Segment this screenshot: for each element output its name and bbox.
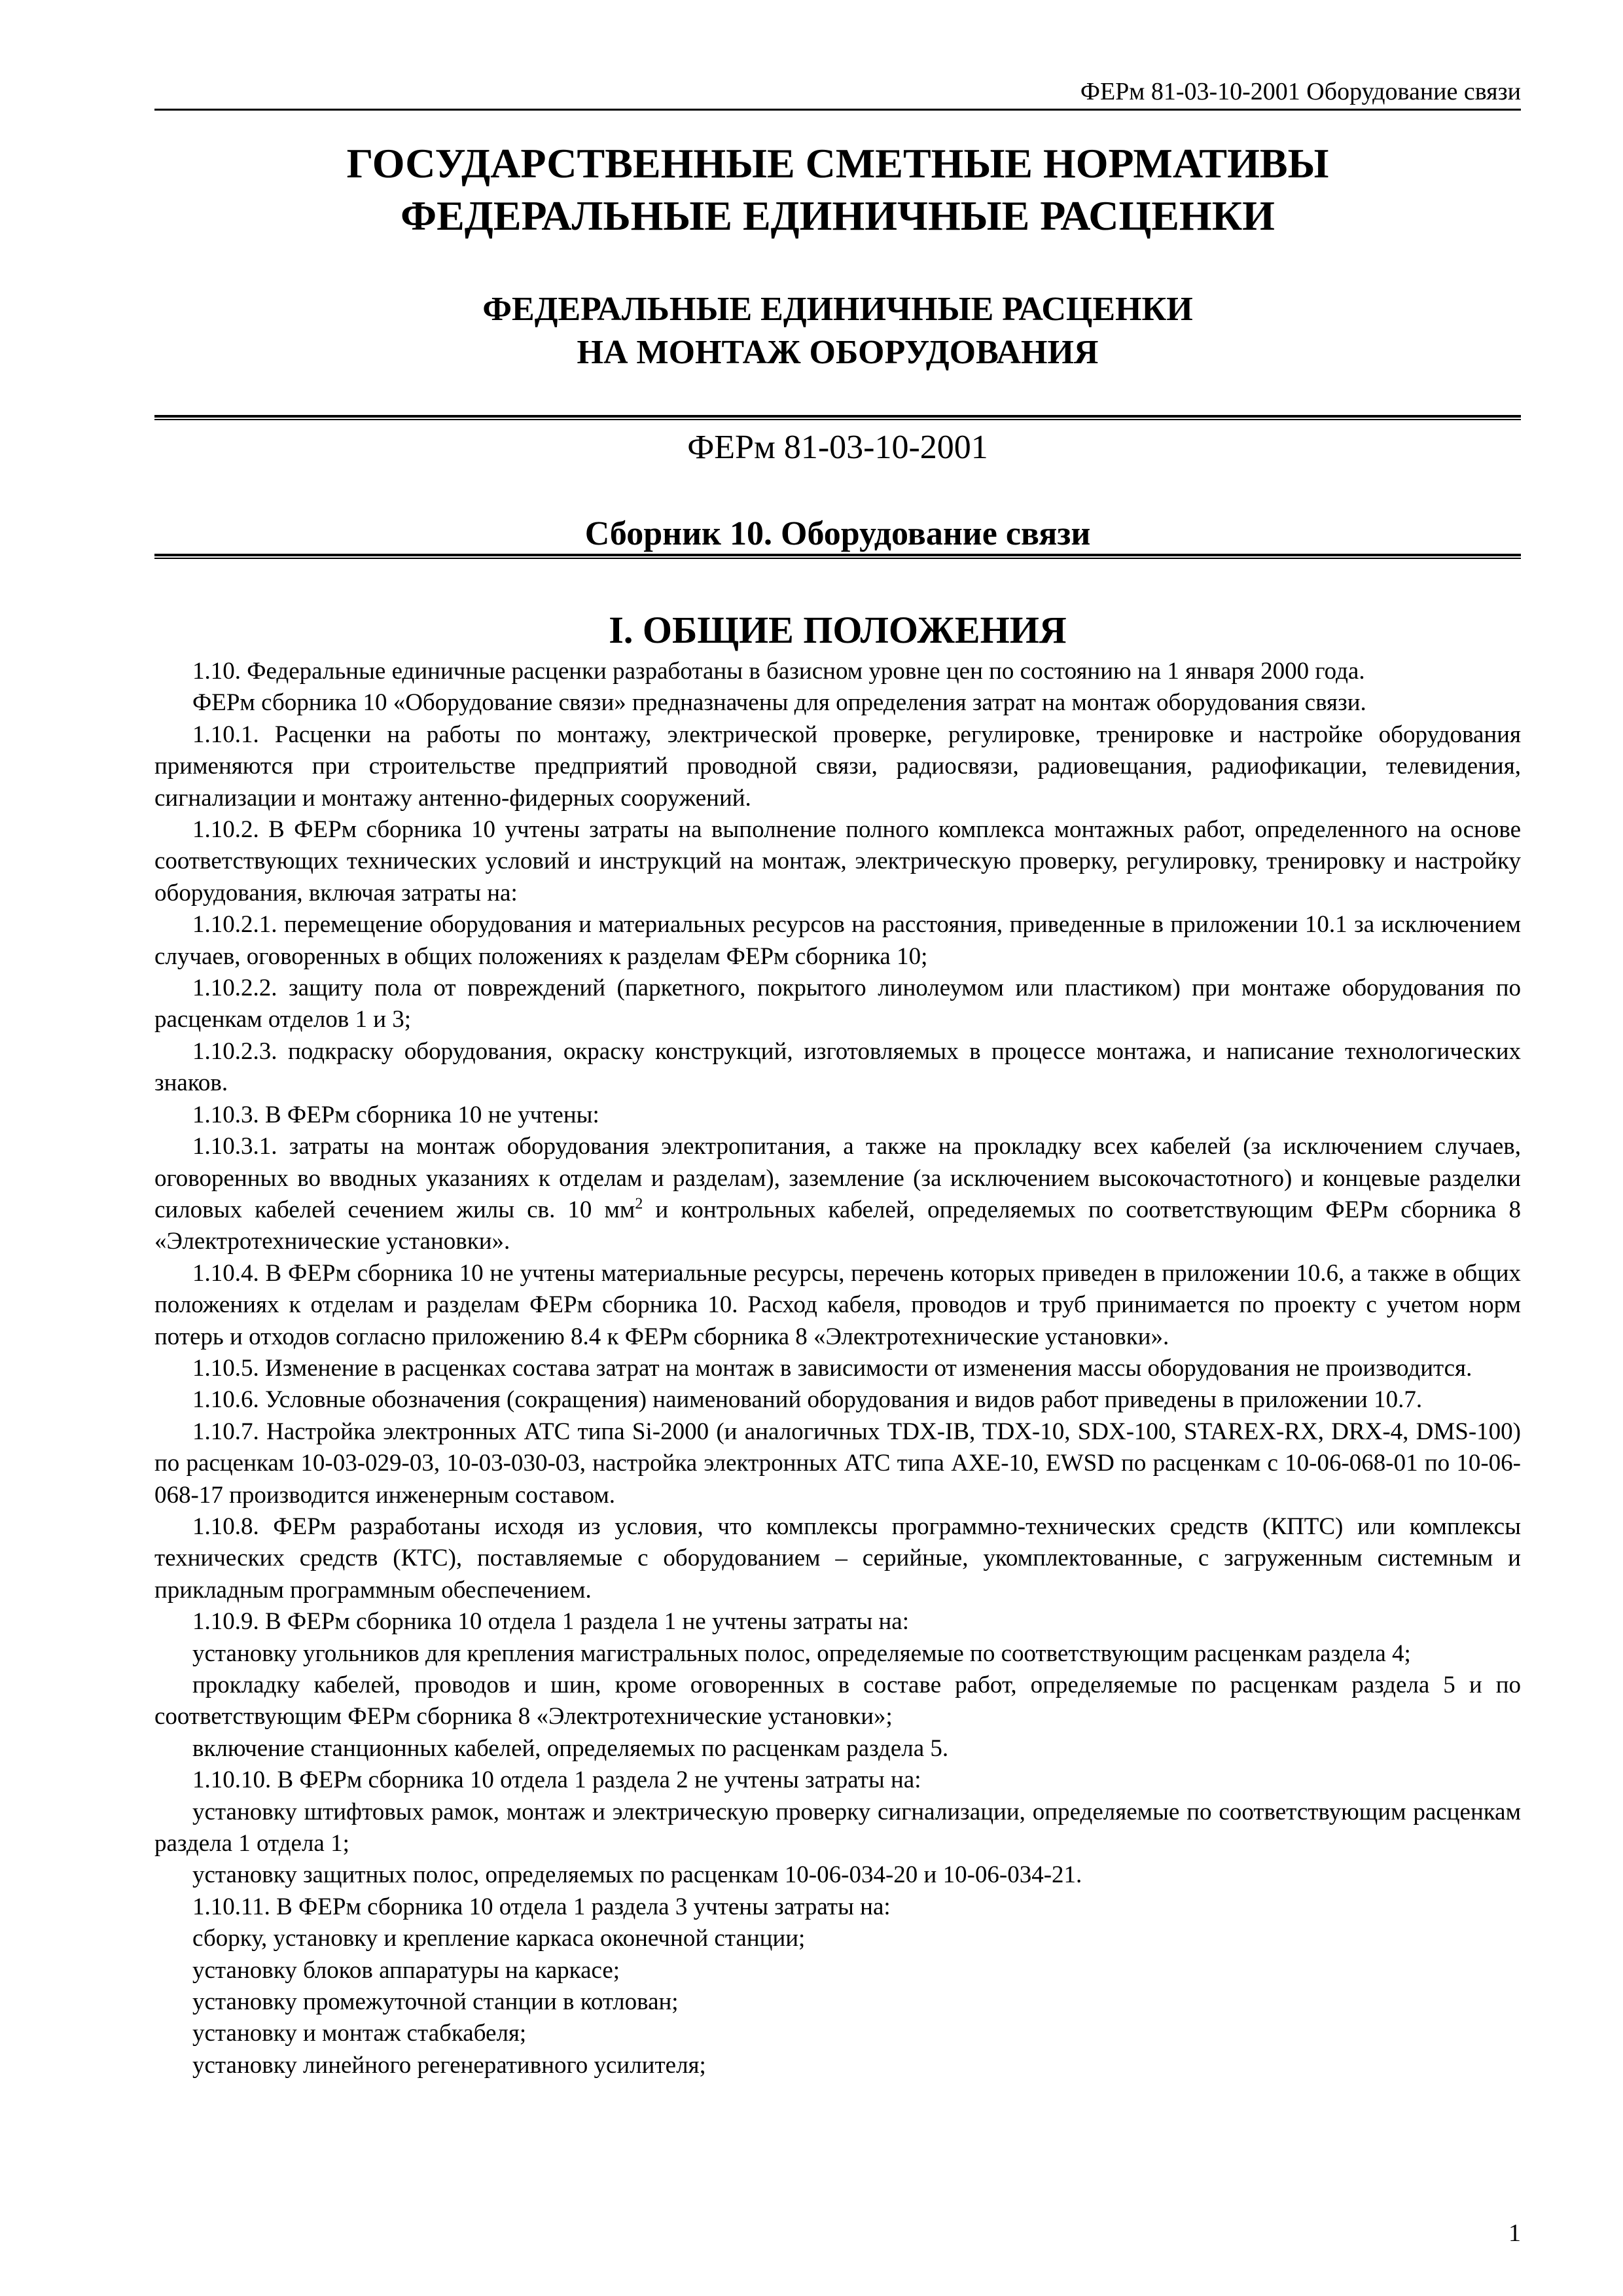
- paragraph: 1.10. Федеральные единичные расценки разработаны в базисном уровне цен по состоянию на 1 января 2000 года.: [192, 658, 1365, 685]
- paragraph: установку блоков аппаратуры на каркасе;: [192, 1956, 620, 1984]
- paragraph: 1.10.2.3. подкраску оборудования, окраску конструкций, изготовляемых в процессе монтажа, и написание технологических знаков.: [154, 1037, 1521, 1097]
- double-rule-top: [154, 415, 1521, 420]
- sub-title-line-1: ФЕДЕРАЛЬНЫЕ ЕДИНИЧНЫЕ РАСЦЕНКИ: [482, 291, 1193, 328]
- sub-title: [154, 288, 1521, 374]
- body-text: [154, 656, 1521, 2081]
- paragraph: установку штифтовых рамок, монтаж и электрическую проверку сигнализации, определяемые по соответствующим расценкам раздела 1 отдела 1;: [154, 1798, 1521, 1857]
- paragraph-text: и контрольных кабелей, определяемых по соответствующим ФЕРм сборника 8 «Электротехнические установки».: [154, 1196, 1521, 1255]
- paragraph-text: 1.10.3.1. затраты на монтаж оборудования электропитания, а также на прокладку всех кабелей (за исключением случаев, оговоренных во вводных указаниях к отделам и разделам), заземление (за исключением высокочастотного) и концевые разделки силовых кабелей сечением жилы св. 10 мм: [154, 1133, 1521, 1223]
- paragraph: установку промежуточной станции в котлован;: [192, 1988, 679, 2016]
- paragraph: 1.10.5. Изменение в расценках состава затрат на монтаж в зависимости от изменения массы оборудования не производится.: [192, 1354, 1472, 1382]
- sub-title-line-2: НА МОНТАЖ ОБОРУДОВАНИЯ: [577, 334, 1099, 371]
- paragraph: 1.10.10. В ФЕРм сборника 10 отдела 1 раздела 2 не учтены затраты на:: [192, 1767, 921, 1794]
- paragraph: прокладку кабелей, проводов и шин, кроме оговоренных в составе работ, определяемые по расценкам раздела 5 и по соответствующим ФЕРм сборника 8 «Электротехнические установки»;: [154, 1672, 1521, 1731]
- paragraph: 1.10.2.2. защиту пола от повреждений (паркетного, покрытого линолеумом или пластиком) при монтаже оборудования по расценкам отделов 1 и 3;: [154, 975, 1521, 1033]
- section-heading: I. ОБЩИЕ ПОЛОЖЕНИЯ: [609, 609, 1067, 651]
- paragraph: установку угольников для крепления магистральных полос, определяемые по соответствующим расценкам раздела 4;: [192, 1640, 1411, 1667]
- paragraph: 1.10.3. В ФЕРм сборника 10 не учтены:: [192, 1101, 599, 1128]
- paragraph: 1.10.7. Настройка электронных АТС типа Si-2000 (и аналогичных TDX-IB, TDX-10, SDX-100, STAREX-RX, DRX-4, DMS-100) по расценкам 10-03-029-03, 10-03-030-03, настройка электронных АТС типа АХЕ-10, EWSD по расценкам с 10-06-068-01 по 10-06-068-17 производится инженерным составом.: [154, 1418, 1521, 1509]
- paragraph: установку защитных полос, определяемых по расценкам 10-06-034-20 и 10-06-034-21.: [192, 1861, 1082, 1889]
- paragraph: установку линейного регенеративного усилителя;: [192, 2051, 706, 2079]
- main-title-line-2: ФЕДЕРАЛЬНЫЕ ЕДИНИЧНЫЕ РАСЦЕНКИ: [401, 192, 1275, 239]
- paragraph: 1.10.1. Расценки на работы по монтажу, электрической проверке, регулировке, тренировке и настройке оборудования применяются при строительстве предприятий проводной связи, радиосвязи, радиовещания, радиофикации, телевидения, сигнализации и монтажу антенно-фидерных сооружений.: [154, 721, 1521, 812]
- paragraph: установку и монтаж стабкабеля;: [192, 2020, 527, 2047]
- paragraph: 1.10.2.1. перемещение оборудования и материальных ресурсов на расстояния, приведенные в приложении 10.1 за исключением случаев, оговоренных в общих положениях к разделам ФЕРм сборника 10;: [154, 911, 1521, 970]
- paragraph: 1.10.8. ФЕРм разработаны исходя из условия, что комплексы программно-технических средств (КПТС) или комплексы технических средств (КТС), поставляемые с оборудованием – серийные, укомплектованные, с загруженным системным и прикладным программным обеспечением.: [154, 1513, 1521, 1604]
- paragraph: 1.10.9. В ФЕРм сборника 10 отдела 1 раздела 1 не учтены затраты на:: [192, 1608, 910, 1636]
- double-rule-bottom: [154, 554, 1521, 559]
- running-header: ФЕРм 81-03-10-2001 Оборудование связи: [1080, 78, 1521, 105]
- main-title-line-1: ГОСУДАРСТВЕННЫЕ СМЕТНЫЕ НОРМАТИВЫ: [346, 140, 1329, 187]
- paragraph: 1.10.4. В ФЕРм сборника 10 не учтены материальные ресурсы, перечень которых приведен в приложении 10.6, а также в общих положениях к отделам и разделам ФЕРм сборника 10. Расход кабеля, проводов и труб принимается по проекту с учетом норм потерь и отходов согласно приложению 8.4 к ФЕРм сборника 8 «Электротехнические установки».: [154, 1259, 1521, 1350]
- paragraph: ФЕРм сборника 10 «Оборудование связи» предназначены для определения затрат на монтаж оборудования связи.: [192, 689, 1366, 717]
- paragraph: включение станционных кабелей, определяемых по расценкам раздела 5.: [192, 1734, 949, 1762]
- main-title: [154, 137, 1521, 242]
- collection-title: Сборник 10. Оборудование связи: [584, 515, 1091, 552]
- page-number: 1: [1508, 2219, 1521, 2247]
- paragraph: сборку, установку и крепление каркаса оконечной станции;: [192, 1925, 806, 1952]
- paragraph: [154, 1131, 1521, 1258]
- superscript: 2: [635, 1195, 643, 1213]
- paragraph: 1.10.6. Условные обозначения (сокращения) наименований оборудования и видов работ приведены в приложении 10.7.: [192, 1386, 1423, 1414]
- paragraph: 1.10.2. В ФЕРм сборника 10 учтены затраты на выполнение полного комплекса монтажных работ, определенного на основе соответствующих технических условий и инструкций на монтаж, электрическую проверку, регулировку, тренировку и настройку оборудования, включая затраты на:: [154, 816, 1521, 906]
- document-code: ФЕРм 81-03-10-2001: [687, 429, 988, 466]
- paragraph: 1.10.11. В ФЕРм сборника 10 отдела 1 раздела 3 учтены затраты на:: [192, 1893, 891, 1920]
- header-rule: [154, 109, 1521, 111]
